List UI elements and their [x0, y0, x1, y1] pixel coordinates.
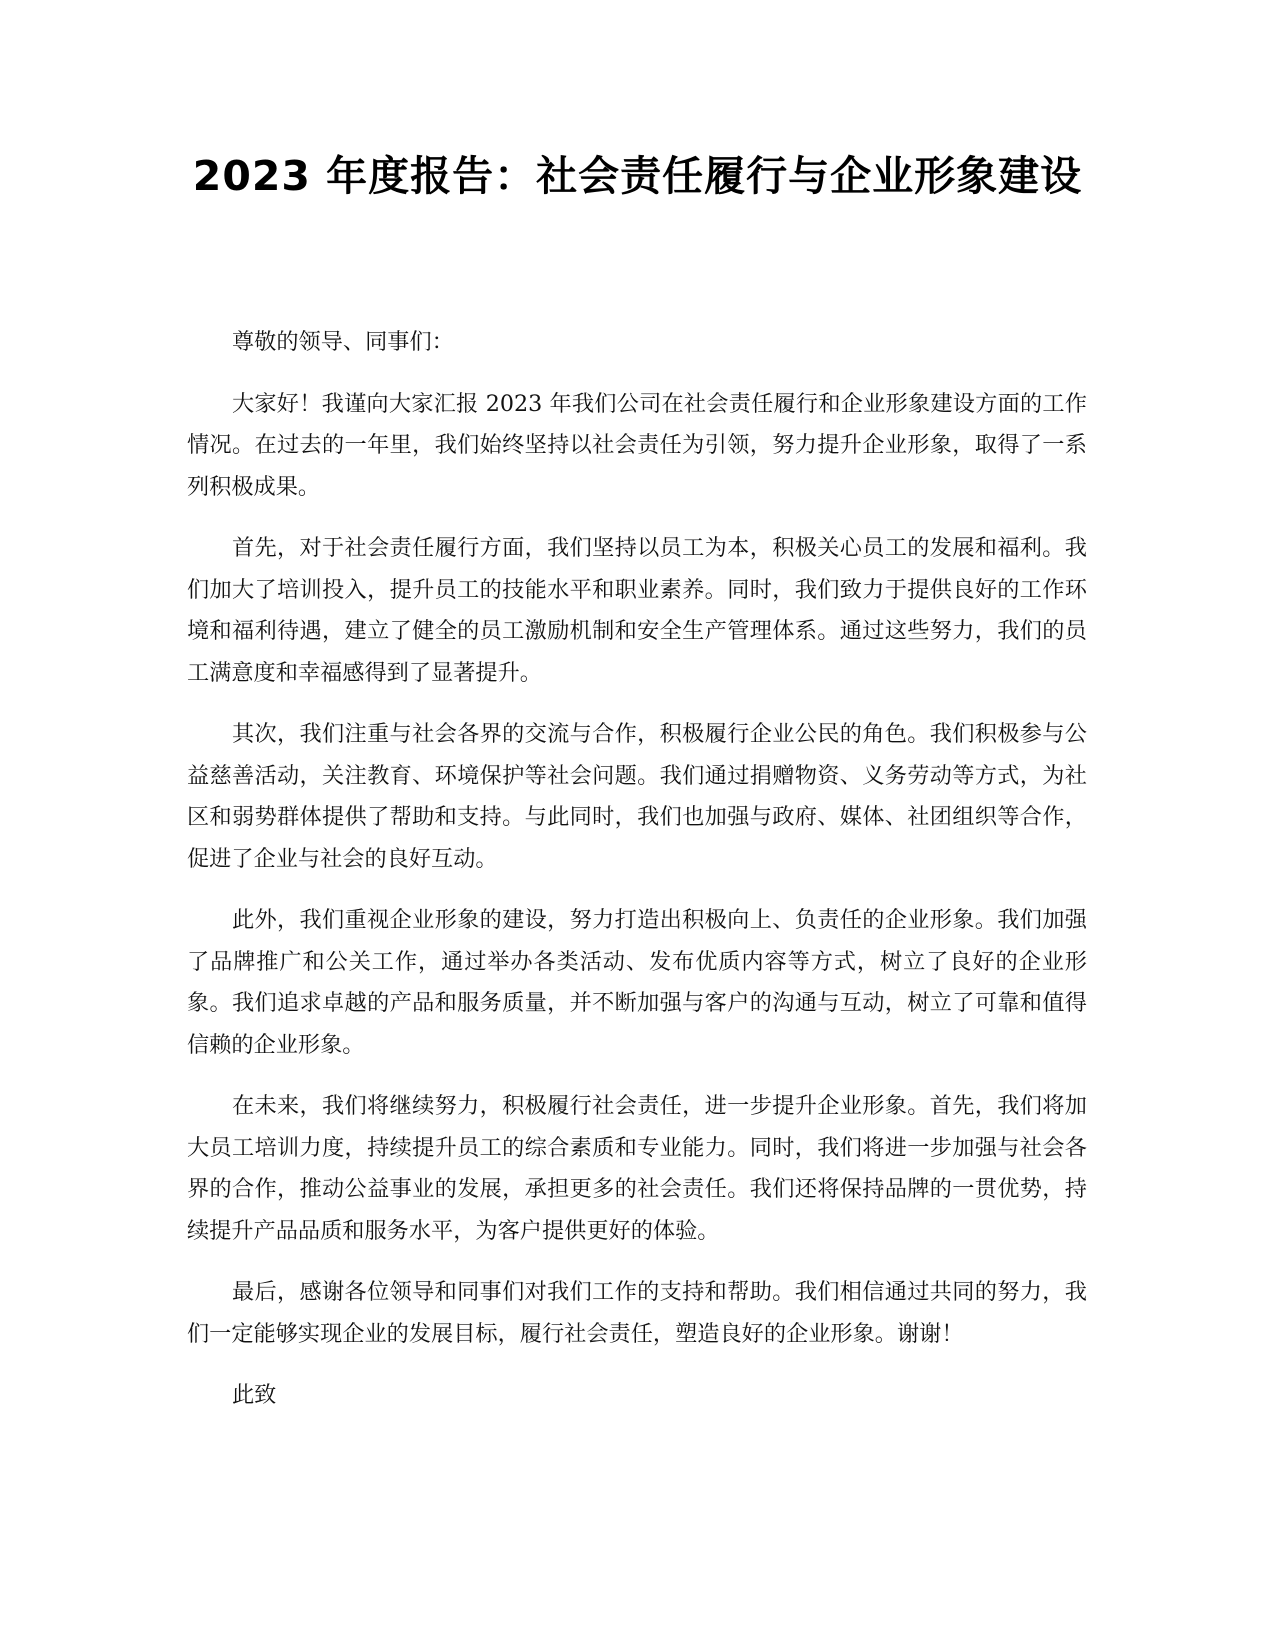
- paragraph-intro: 大家好！我谨向大家汇报 2023 年我们公司在社会责任履行和企业形象建设方面的工作情况。在过去的一年里，我们始终坚持以社会责任为引领，努力提升企业形象，取得了一系列积极成果。: [187, 390, 1087, 500]
- document-body: [187, 322, 1087, 1437]
- page-title: 2023 年度报告：社会责任履行与企业形象建设: [192, 152, 1083, 200]
- paragraph-employees: 首先，对于社会责任履行方面，我们坚持以员工为本，积极关心员工的发展和福利。我们加大了培训投入，提升员工的技能水平和职业素养。同时，我们致力于提供良好的工作环境和福利待遇，建立了健全的员工激励机制和安全生产管理体系。通过这些努力，我们的员工满意度和幸福感得到了显著提升。: [187, 535, 1087, 686]
- salutation: 尊敬的领导、同事们：: [232, 329, 454, 355]
- closing-line: 此致: [232, 1382, 277, 1408]
- paragraph-society: 其次，我们注重与社会各界的交流与合作，积极履行企业公民的角色。我们积极参与公益慈善活动，关注教育、环境保护等社会问题。我们通过捐赠物资、义务劳动等方式，为社区和弱势群体提供了帮助和支持。与此同时，我们也加强与政府、媒体、社团组织等合作，促进了企业与社会的良好互动。: [187, 721, 1087, 872]
- paragraph-brand-image: 此外，我们重视企业形象的建设，努力打造出积极向上、负责任的企业形象。我们加强了品牌推广和公关工作，通过举办各类活动、发布优质内容等方式，树立了良好的企业形象。我们追求卓越的产品和服务质量，并不断加强与客户的沟通与互动，树立了可靠和值得信赖的企业形象。: [187, 907, 1087, 1058]
- paragraph-future: 在未来，我们将继续努力，积极履行社会责任，进一步提升企业形象。首先，我们将加大员工培训力度，持续提升员工的综合素质和专业能力。同时，我们将进一步加强与社会各界的合作，推动公益事业的发展，承担更多的社会责任。我们还将保持品牌的一贯优势，持续提升产品品质和服务水平，为客户提供更好的体验。: [187, 1093, 1087, 1244]
- paragraph-thanks: 最后，感谢各位领导和同事们对我们工作的支持和帮助。我们相信通过共同的努力，我们一定能够实现企业的发展目标，履行社会责任，塑造良好的企业形象。谢谢！: [187, 1279, 1087, 1347]
